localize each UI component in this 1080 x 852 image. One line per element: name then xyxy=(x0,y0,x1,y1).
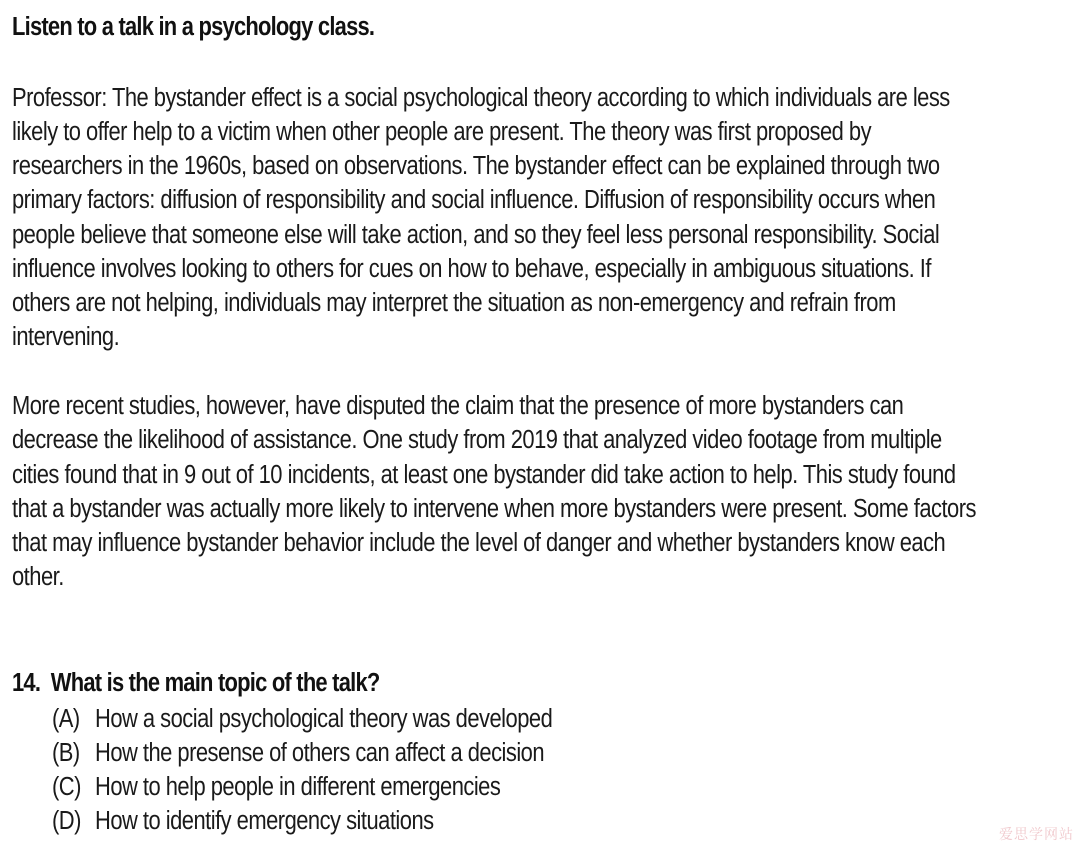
paragraph-line: Professor: The bystander effect is a social psychological theory according to which individuals are less xyxy=(12,84,950,112)
option-c[interactable] xyxy=(52,770,500,804)
option-text: How to identify emergency situations xyxy=(95,807,434,835)
paragraph-line: decrease the likelihood of assistance. One study from 2019 that analyzed video footage from multiple xyxy=(12,426,942,454)
paragraph-line: that a bystander was actually more likely to intervene when more bystanders were present. Some factors xyxy=(12,495,976,523)
option-text: How a social psychological theory was developed xyxy=(95,705,553,733)
paragraph-line: More recent studies, however, have disputed the claim that the presence of more bystanders can xyxy=(12,392,904,420)
paragraph-line: influence involves looking to others for cues on how to behave, especially in ambiguous situations. If xyxy=(12,255,931,283)
option-text: How to help people in different emergencies xyxy=(95,773,501,801)
paragraph-line: people believe that someone else will take action, and so they feel less personal responsibility. Social xyxy=(12,221,940,249)
watermark: 爱思学网站 xyxy=(999,827,1074,843)
paragraph-line: other. xyxy=(12,563,64,591)
option-text: How the presense of others can affect a decision xyxy=(95,739,545,767)
option-a[interactable] xyxy=(52,702,552,736)
paragraph-line: cities found that in 9 out of 10 incidents, at least one bystander did take action to help. This study found xyxy=(12,461,956,489)
paragraph-line: intervening. xyxy=(12,323,120,351)
paragraph-line: researchers in the 1960s, based on observations. The bystander effect can be explained through two xyxy=(12,152,940,180)
option-b[interactable] xyxy=(52,736,544,770)
paragraph-line: primary factors: diffusion of responsibility and social influence. Diffusion of responsibility occurs when xyxy=(12,186,936,214)
paragraph-line: that may influence bystander behavior include the level of danger and whether bystanders know each xyxy=(12,529,946,557)
option-letter: (C) xyxy=(52,773,81,801)
question-text: What is the main topic of the talk? xyxy=(50,669,380,697)
question-stem xyxy=(12,666,380,700)
option-letter: (B) xyxy=(52,739,80,767)
option-letter: (D) xyxy=(52,807,81,835)
option-letter: (A) xyxy=(52,705,80,733)
heading: Listen to a talk in a psychology class. xyxy=(12,13,375,41)
paragraph-line: likely to offer help to a victim when other people are present. The theory was first proposed by xyxy=(12,118,872,146)
option-d[interactable] xyxy=(52,804,434,838)
question-number: 14. xyxy=(12,669,41,697)
paragraph-line: others are not helping, individuals may interpret the situation as non-emergency and refrain from xyxy=(12,289,896,317)
